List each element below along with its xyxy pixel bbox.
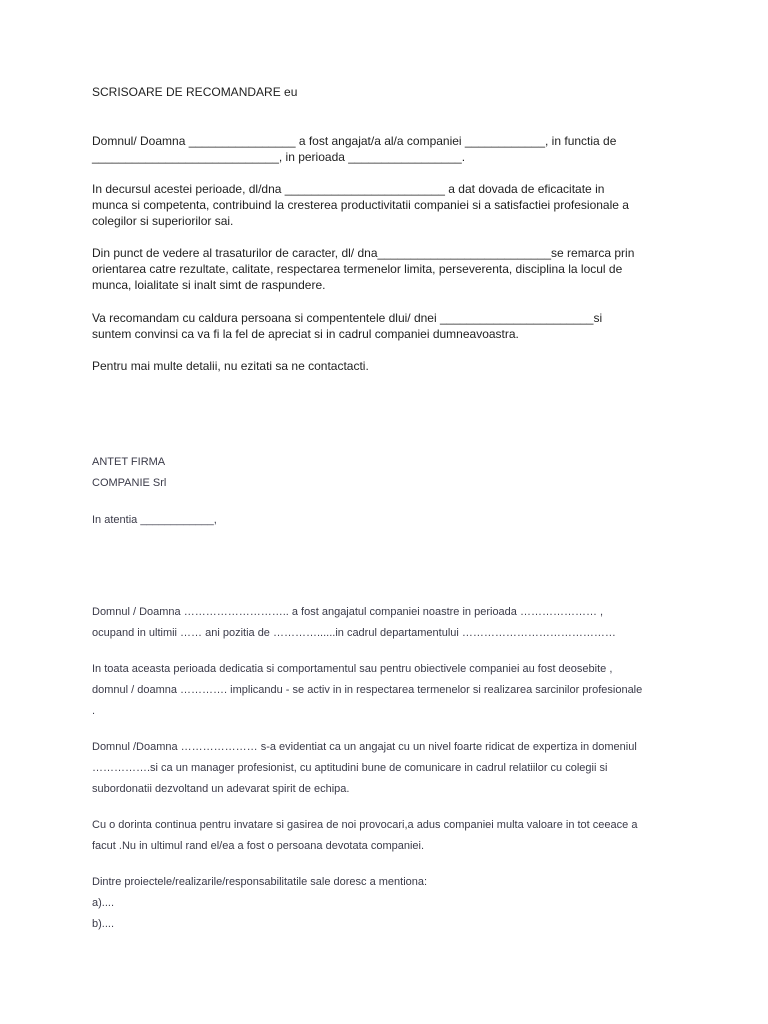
text-line: facut .Nu in ultimul rand el/ea a fost o persoana devotata companiei. [92,840,425,852]
text-line: subordonatii dezvoltand un adevarat spirit de echipa. [92,783,350,795]
letter2-paragraph-2 [92,659,662,722]
letter2-paragraph-5 [92,872,427,935]
header-line: COMPANIE Srl [92,477,167,489]
text-line: Dintre proiectele/realizarile/responsabilitatile sale doresc a mentiona: [92,876,428,888]
letter1-paragraph-5: Pentru mai multe detalii, nu ezitati sa ne contactacti. [92,359,369,373]
text-line: munca si competenta, contribuind la cresterea productivitatii companiei si a satisfactiei profesionale a [92,198,629,213]
text-line: munca, loialitate si inalt simt de raspundere. [92,278,326,293]
letter2-paragraph-1 [92,602,662,644]
letter2-paragraph-4 [92,815,662,857]
list-item: a).... [92,897,115,909]
company-header [92,452,166,494]
letter1-paragraph-4 [92,310,672,342]
list-item: b).... [92,918,115,930]
document-title: SCRISOARE DE RECOMANDARE eu [92,85,298,99]
text-line: …………….si ca un manager profesionist, cu aptitudini bune de comunicare in cadrul relatiilor cu colegii si [92,762,608,774]
letter2-paragraph-3 [92,737,662,800]
letter1-paragraph-3 [92,245,672,294]
text-line: suntem convinsi ca va fi la fel de apreciat si in cadrul companiei dumneavoastra. [92,327,519,342]
text-line: colegilor si superiorilor sai. [92,214,234,229]
text-line: In decursul acestei perioade, dl/dna ________________________ a dat dovada de eficacitate in [92,182,605,196]
letter1-paragraph-2 [92,181,672,230]
header-line: ANTET FIRMA [92,456,166,468]
text-line: Domnul/ Doamna ________________ a fost angajat/a al/a companiei ____________, in functia de [92,134,617,148]
text-line: In toata aceasta perioada dedicatia si comportamentul sau pentru obiectivele companiei au fost deosebite , [92,663,613,675]
text-line: ocupand in ultimii …… ani pozitia de …………......in cadrul departamentului …………………………………… [92,627,616,639]
attention-line: In atentia ____________, [92,514,217,526]
text-line: Va recomandam cu caldura persoana si compententele dlui/ dnei _______________________si [92,311,603,325]
letter1-paragraph-1 [92,133,672,165]
text-line: ____________________________, in perioada _________________. [92,150,466,165]
text-line: Domnul /Doamna ………………… s-a evidentiat ca un angajat cu un nivel foarte ridicat de expertiza in domeniul [92,741,637,753]
text-line: domnul / doamna …………. implicandu - se activ in in respectarea termenelor si realizarea sarcinilor profesionale [92,684,643,696]
text-line: orientarea catre rezultate, calitate, respectarea termenelor limita, perseverenta, disciplina la locul de [92,262,623,277]
text-line: . [92,705,96,717]
text-line: Din punct de vedere al trasaturilor de caracter, dl/ dna__________________________se remarca prin [92,246,635,260]
text-line: Domnul / Doamna ……………………….. a fost angajatul companiei noastre in perioada ………………… , [92,606,604,618]
text-line: Cu o dorinta continua pentru invatare si gasirea de noi provocari,a adus companiei multa valoare in tot ceeace a [92,819,638,831]
